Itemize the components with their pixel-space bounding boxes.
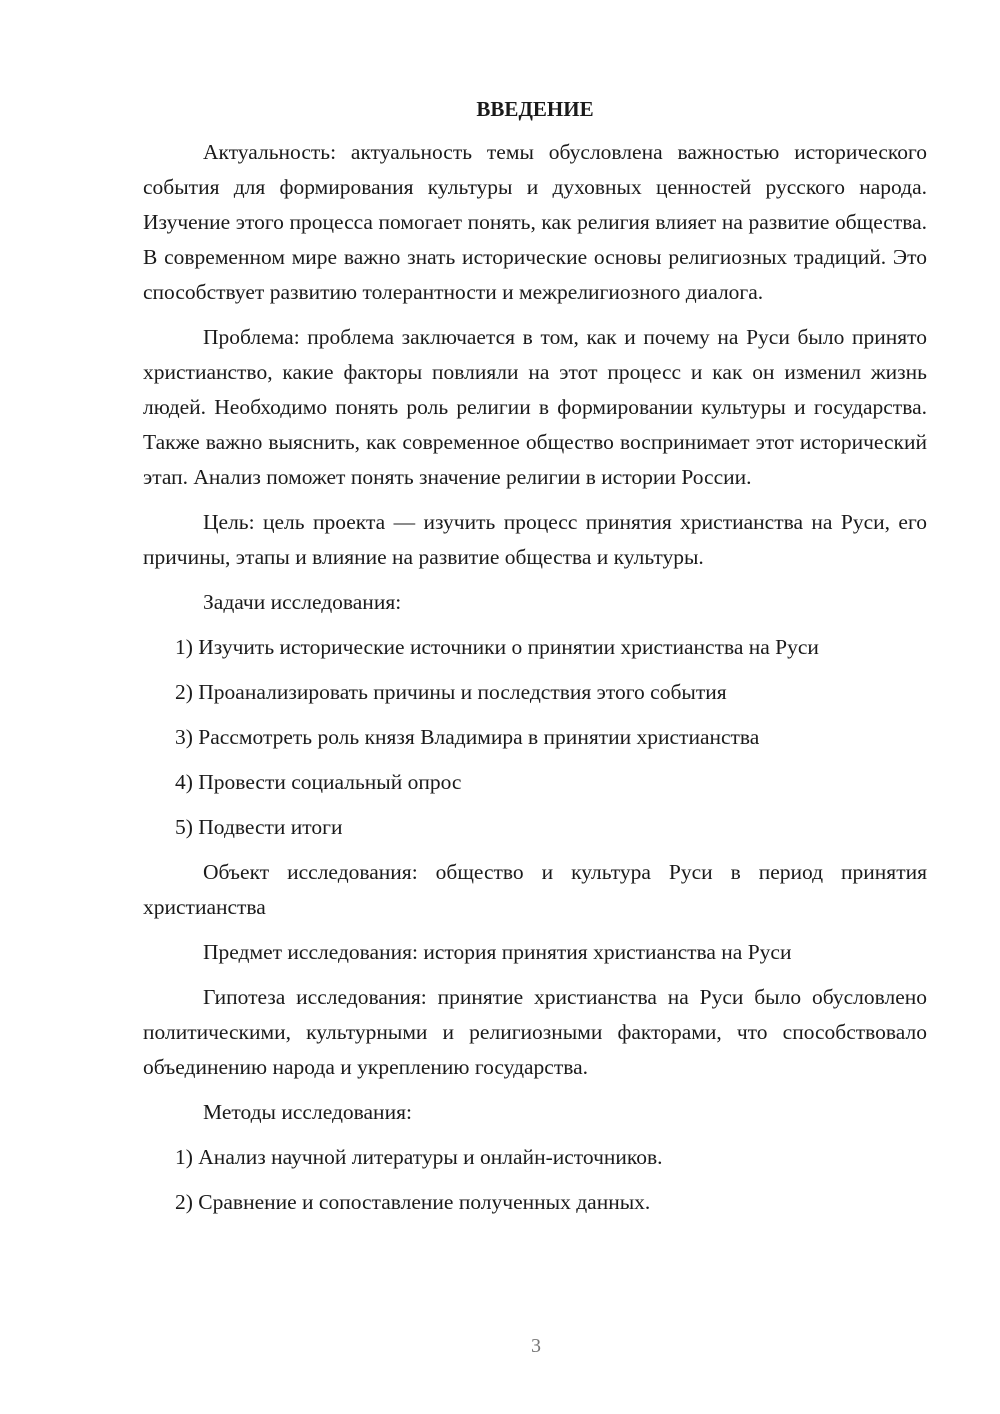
hypothesis-paragraph: Гипотеза исследования: принятие христианства на Руси было обусловлено политическими, культурными и религиозными факторами, что способствовало объединению народа и укреплению государства. bbox=[143, 985, 927, 1079]
method-item: 2) Сравнение и сопоставление полученных данных. bbox=[175, 1190, 651, 1214]
task-item: 3) Рассмотреть роль князя Владимира в принятии христианства bbox=[175, 725, 760, 749]
relevance-paragraph: Актуальность: актуальность темы обусловлена важностью исторического события для формирования культуры и духовных ценностей русского народа. Изучение этого процесса помогает понять, как религия влияет на развитие общества. В современном мире важно знать исторические основы религиозных традиций. Это способствует развитию толерантности и межрелигиозного диалога. bbox=[143, 140, 927, 304]
method-item: 1) Анализ научной литературы и онлайн-источников. bbox=[175, 1145, 663, 1169]
task-item: 2) Проанализировать причины и последствия этого события bbox=[175, 680, 727, 704]
subject-paragraph: Предмет исследования: история принятия христианства на Руси bbox=[203, 940, 792, 964]
task-item: 4) Провести социальный опрос bbox=[175, 770, 462, 794]
page-number: 3 bbox=[531, 1335, 541, 1357]
task-item: 1) Изучить исторические источники о принятии христианства на Руси bbox=[175, 635, 819, 659]
object-paragraph: Объект исследования: общество и культура Руси в период принятия христианства bbox=[143, 860, 927, 919]
tasks-heading: Задачи исследования: bbox=[203, 590, 402, 614]
tasks-list bbox=[143, 630, 927, 845]
methods-heading: Методы исследования: bbox=[203, 1100, 412, 1124]
section-title: ВВЕДЕНИЕ bbox=[476, 97, 594, 121]
problem-paragraph: Проблема: проблема заключается в том, как и почему на Руси было принято христианство, какие факторы повлияли на этот процесс и как он изменил жизнь людей. Необходимо понять роль религии в формировании культуры и государства. Также важно выяснить, как современное общество воспринимает этот исторический этап. Анализ поможет понять значение религии в истории России. bbox=[143, 325, 927, 489]
methods-list bbox=[143, 1140, 927, 1220]
goal-paragraph: Цель: цель проекта — изучить процесс принятия христианства на Руси, его причины, этапы и влияние на развитие общества и культуры. bbox=[143, 510, 927, 569]
task-item: 5) Подвести итоги bbox=[175, 815, 343, 839]
document-page bbox=[143, 92, 927, 1230]
